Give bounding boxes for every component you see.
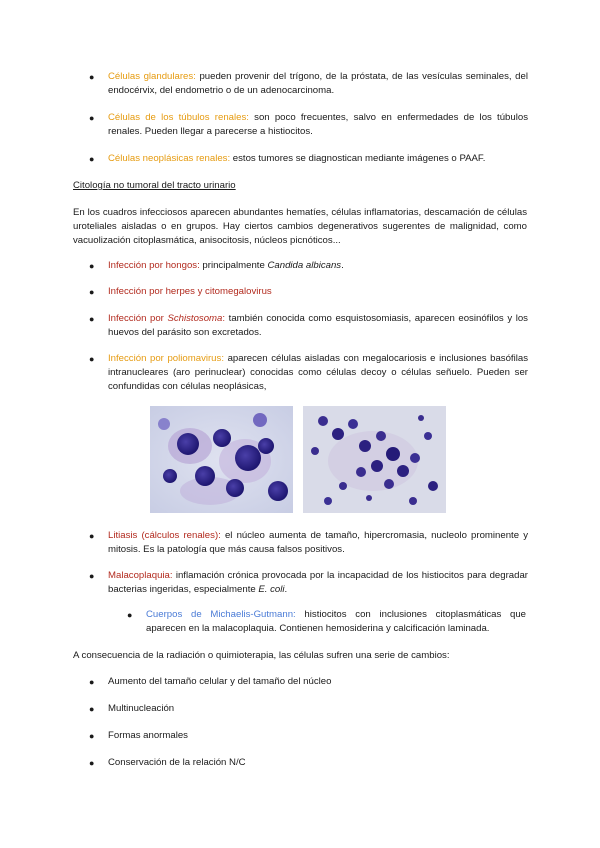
bullet-icon: ● [89,704,95,714]
ecoli-name: E. coli [258,584,285,595]
bullet-icon: ● [89,261,95,271]
bullet-icon: ● [89,72,95,82]
list-item-hongos [108,259,528,273]
list-item-glandulares [108,70,528,98]
bullet-icon: ● [89,154,95,164]
text-malaco-end: . [284,584,288,595]
term-michaelis: Cuerpos de Michaelis-Gutmann: [146,609,296,620]
term-litiasis: Litiasis (cálculos renales): [108,530,221,541]
text-poliomavirus: aparecen células aisladas con megalocariosis e inclusiones basófilas intranucleares (aro perinuclear) conocidas como células decoy o células señuelo. Pueden ser confundidas con células neoplásicas, [108,353,528,392]
bullet-icon: ● [89,571,95,581]
term-hongos: Infección por hongos: [108,260,200,271]
text-hongos-end: . [341,260,344,271]
list-item-tubulos [108,111,528,139]
term-poliomavirus: Infección por poliomavirus: [108,353,224,364]
bullet-icon: ● [89,287,95,297]
term-tubulos: Células de los túbulos renales: [108,112,249,123]
list-item-herpes [108,285,528,299]
list-item-michaelis [146,608,526,636]
term-glandulares: Células glandulares: [108,71,196,82]
radiation-intro: A consecuencia de la radiación o quimioterapia, las células sufren una serie de cambios: [73,650,450,661]
bullet-icon: ● [89,531,95,541]
list-item-litiasis [108,529,528,557]
bullet-icon: ● [127,610,133,620]
term-schisto-italic: Schistosoma [167,313,223,324]
list-item-change: Formas anormales [108,730,188,741]
candida-name: Candida albicans [267,260,342,271]
micrograph-image-right [303,406,446,513]
bullet-icon: ● [89,314,95,324]
micrograph-decoy-cells-field-icon [303,406,446,513]
text-tubulos: son poco frecuentes, salvo en enfermedades de los túbulos renales. Pueden llegar a parecerse a histiocitos. [108,112,528,137]
bullet-icon: ● [89,354,95,364]
micrograph-decoy-cells-closeup-icon [150,406,293,513]
list-item-poliomavirus [108,352,528,394]
list-item-malacoplaquia [108,569,528,597]
text-hongos: principalmente [199,260,268,271]
section-title: Citología no tumoral del tracto urinario [73,180,236,191]
term-schisto-pre: Infección por [108,313,168,324]
text-michaelis: histiocitos con inclusiones citoplasmáticas que aparecen en la malacoplaquia. Contienen hemosiderina y calcificación laminada. [146,609,526,634]
list-item-schistosoma [108,312,528,340]
list-item-change: Aumento del tamaño celular y del tamaño del núcleo [108,676,332,687]
text-glandulares: pueden provenir del trígono, de la próstata, de las vesículas seminales, del endocérvix, del endometrio o de un adenocarcinoma. [108,71,528,96]
list-item-neoplasicas [108,152,528,166]
micrograph-image-left [150,406,293,513]
term-schisto-post: : [222,313,226,324]
text-schistosoma: también conocida como esquistosomiasis, aparecen eosinófilos y los huevos del parásito son excretados. [108,313,528,338]
term-malacoplaquia: Malacoplaquia: [108,570,173,581]
bullet-icon: ● [89,731,95,741]
bullet-icon: ● [89,758,95,768]
bullet-icon: ● [89,113,95,123]
term-schistosoma [108,313,225,324]
list-item-change: Conservación de la relación N/C [108,757,246,768]
text-malacoplaquia: inflamación crónica provocada por la incapacidad de los histiocitos para degradar bacterias ingeridas, especialmente [108,570,528,595]
bullet-icon: ● [89,677,95,687]
term-neoplasicas: Células neoplásicas renales: [108,153,231,164]
text-litiasis: el núcleo aumenta de tamaño, hipercromasia, nucleolo prominente y mitosis. Es la patología que más causa falsos positivos. [108,530,528,555]
list-item-change: Multinucleación [108,703,175,714]
intro-paragraph: En los cuadros infecciosos aparecen abundantes hematíes, células inflamatorias, descamación de células uroteliales aisladas o en grupos. Hay ciertos cambios degenerativos sugerentes de malignidad, como vacuolización citoplasmática, anisocitosis, núcleos picnóticos... [73,207,527,246]
term-herpes: Infección por herpes y citomegalovirus [108,286,272,297]
text-neoplasicas: estos tumores se diagnostican mediante imágenes o PAAF. [230,153,486,164]
